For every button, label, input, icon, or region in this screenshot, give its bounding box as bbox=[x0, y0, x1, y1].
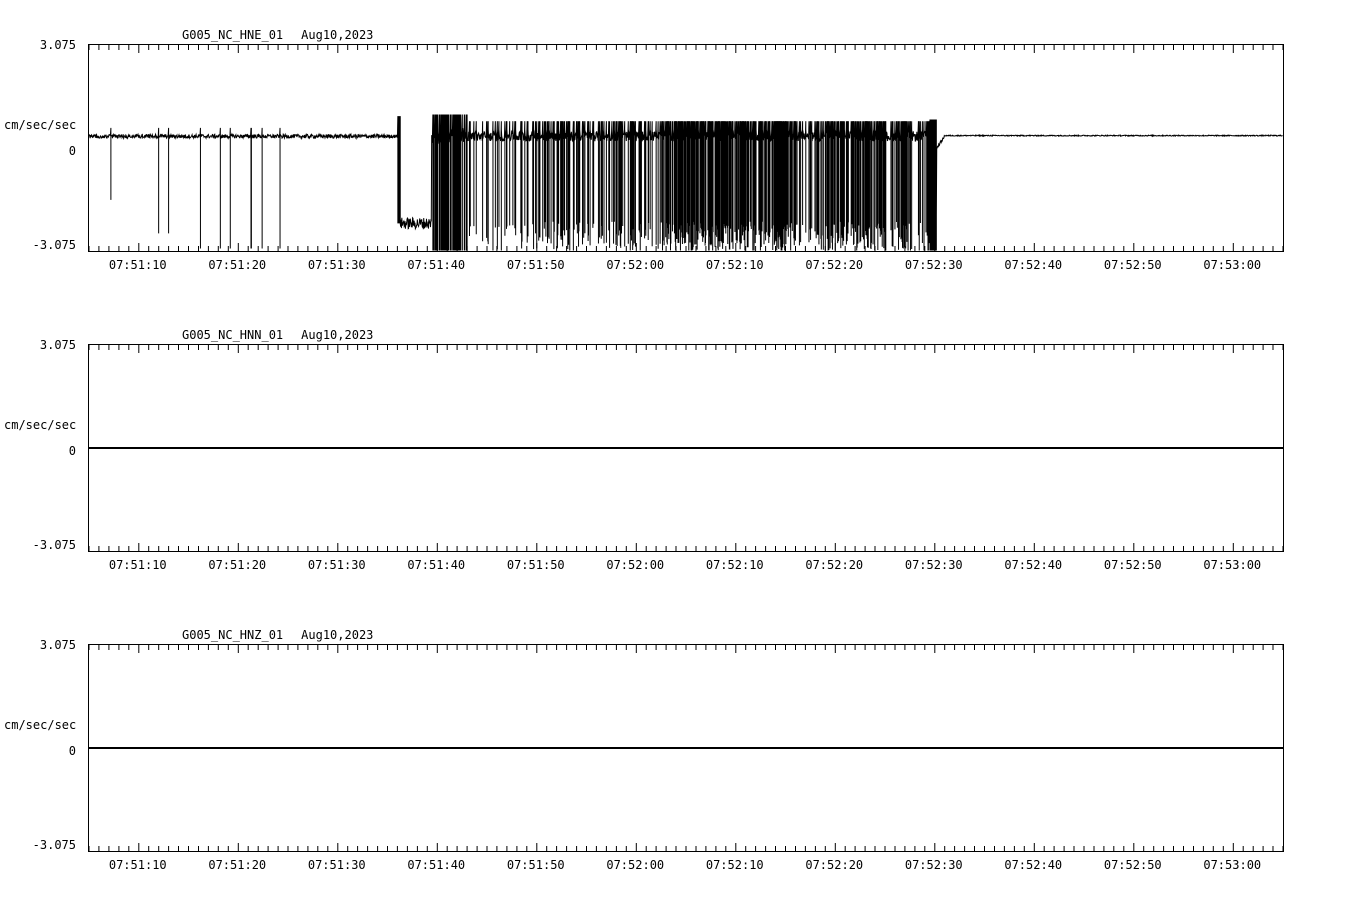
seismogram-panel-hnz bbox=[0, 600, 1358, 900]
x-tick-label: 07:53:00 bbox=[1203, 258, 1262, 272]
x-tick-label: 07:51:20 bbox=[208, 258, 267, 272]
x-tick-label: 07:53:00 bbox=[1203, 558, 1262, 572]
seismogram-panel-hnn bbox=[0, 300, 1358, 600]
x-tick-label: 07:52:30 bbox=[904, 858, 963, 872]
x-tick-marks-bottom-hnn bbox=[89, 543, 1283, 551]
x-tick-marks-bottom-hnz bbox=[89, 843, 1283, 851]
panel-station-label: G005_NC_HNZ_01 bbox=[182, 628, 284, 642]
x-tick-label: 07:51:50 bbox=[506, 858, 565, 872]
x-tick-label: 07:51:30 bbox=[307, 858, 366, 872]
x-tick-label: 07:52:10 bbox=[705, 558, 764, 572]
y-axis-unit-label-hne: cm/sec/sec bbox=[4, 118, 77, 132]
panel-title-hne bbox=[182, 28, 373, 42]
y-tick-top-hnn: 3.075 bbox=[39, 338, 76, 352]
seismogram-panel-hne bbox=[0, 0, 1358, 300]
x-axis-labels-hnn bbox=[0, 558, 1358, 578]
y-tick-mid-hnz: 0 bbox=[68, 744, 76, 758]
waveform-svg-hnn bbox=[89, 345, 1283, 551]
x-tick-label: 07:51:40 bbox=[407, 258, 466, 272]
x-tick-label: 07:51:20 bbox=[208, 558, 267, 572]
x-tick-label: 07:51:50 bbox=[506, 258, 565, 272]
y-tick-top-hne: 3.075 bbox=[39, 38, 76, 52]
y-tick-bottom-hne: -3.075 bbox=[32, 238, 76, 252]
waveform-svg-hne bbox=[89, 45, 1283, 251]
x-axis-labels-hnz bbox=[0, 858, 1358, 878]
panel-date-label: Aug10,2023 bbox=[301, 28, 374, 42]
x-tick-label: 07:52:50 bbox=[1103, 258, 1162, 272]
x-tick-label: 07:52:40 bbox=[1004, 558, 1063, 572]
x-tick-label: 07:52:10 bbox=[705, 858, 764, 872]
x-tick-marks-bottom-hne bbox=[89, 243, 1283, 251]
x-tick-marks-top-hnn bbox=[89, 345, 1283, 353]
x-tick-label: 07:52:40 bbox=[1004, 258, 1063, 272]
plot-area-hne bbox=[88, 44, 1284, 252]
y-tick-bottom-hnz: -3.075 bbox=[32, 838, 76, 852]
panel-date-label: Aug10,2023 bbox=[301, 628, 374, 642]
x-axis-labels-hne bbox=[0, 258, 1358, 278]
x-tick-marks-top-hnz bbox=[89, 645, 1283, 653]
x-tick-label: 07:51:10 bbox=[108, 258, 167, 272]
plot-area-hnz bbox=[88, 644, 1284, 852]
y-axis-unit-label-hnn: cm/sec/sec bbox=[4, 418, 77, 432]
x-tick-label: 07:52:20 bbox=[805, 258, 864, 272]
x-tick-marks-top-hne bbox=[89, 45, 1283, 53]
x-tick-label: 07:52:50 bbox=[1103, 558, 1162, 572]
waveform-trace-hne bbox=[89, 115, 1283, 251]
x-tick-label: 07:52:20 bbox=[805, 558, 864, 572]
x-tick-label: 07:51:10 bbox=[108, 558, 167, 572]
y-tick-mid-hnn: 0 bbox=[68, 444, 76, 458]
panel-date-label: Aug10,2023 bbox=[301, 328, 374, 342]
x-tick-label: 07:51:40 bbox=[407, 558, 466, 572]
x-tick-label: 07:51:50 bbox=[506, 558, 565, 572]
x-tick-label: 07:52:00 bbox=[606, 558, 665, 572]
x-tick-label: 07:52:20 bbox=[805, 858, 864, 872]
x-tick-label: 07:51:20 bbox=[208, 858, 267, 872]
x-tick-label: 07:52:50 bbox=[1103, 858, 1162, 872]
panel-title-hnn bbox=[182, 328, 373, 342]
plot-area-hnn bbox=[88, 344, 1284, 552]
x-tick-label: 07:52:00 bbox=[606, 858, 665, 872]
y-tick-bottom-hnn: -3.075 bbox=[32, 538, 76, 552]
panel-title-hnz bbox=[182, 628, 373, 642]
panel-station-label: G005_NC_HNN_01 bbox=[182, 328, 284, 342]
y-tick-top-hnz: 3.075 bbox=[39, 638, 76, 652]
x-tick-label: 07:51:30 bbox=[307, 558, 366, 572]
x-tick-label: 07:52:10 bbox=[705, 258, 764, 272]
x-tick-label: 07:51:40 bbox=[407, 858, 466, 872]
x-tick-label: 07:53:00 bbox=[1203, 858, 1262, 872]
x-tick-label: 07:52:30 bbox=[904, 258, 963, 272]
waveform-svg-hnz bbox=[89, 645, 1283, 851]
y-axis-unit-label-hnz: cm/sec/sec bbox=[4, 718, 77, 732]
x-tick-label: 07:52:00 bbox=[606, 258, 665, 272]
x-tick-label: 07:51:30 bbox=[307, 258, 366, 272]
x-tick-label: 07:52:30 bbox=[904, 558, 963, 572]
panel-station-label: G005_NC_HNE_01 bbox=[182, 28, 284, 42]
x-tick-label: 07:51:10 bbox=[108, 858, 167, 872]
x-tick-label: 07:52:40 bbox=[1004, 858, 1063, 872]
y-tick-mid-hne: 0 bbox=[68, 144, 76, 158]
